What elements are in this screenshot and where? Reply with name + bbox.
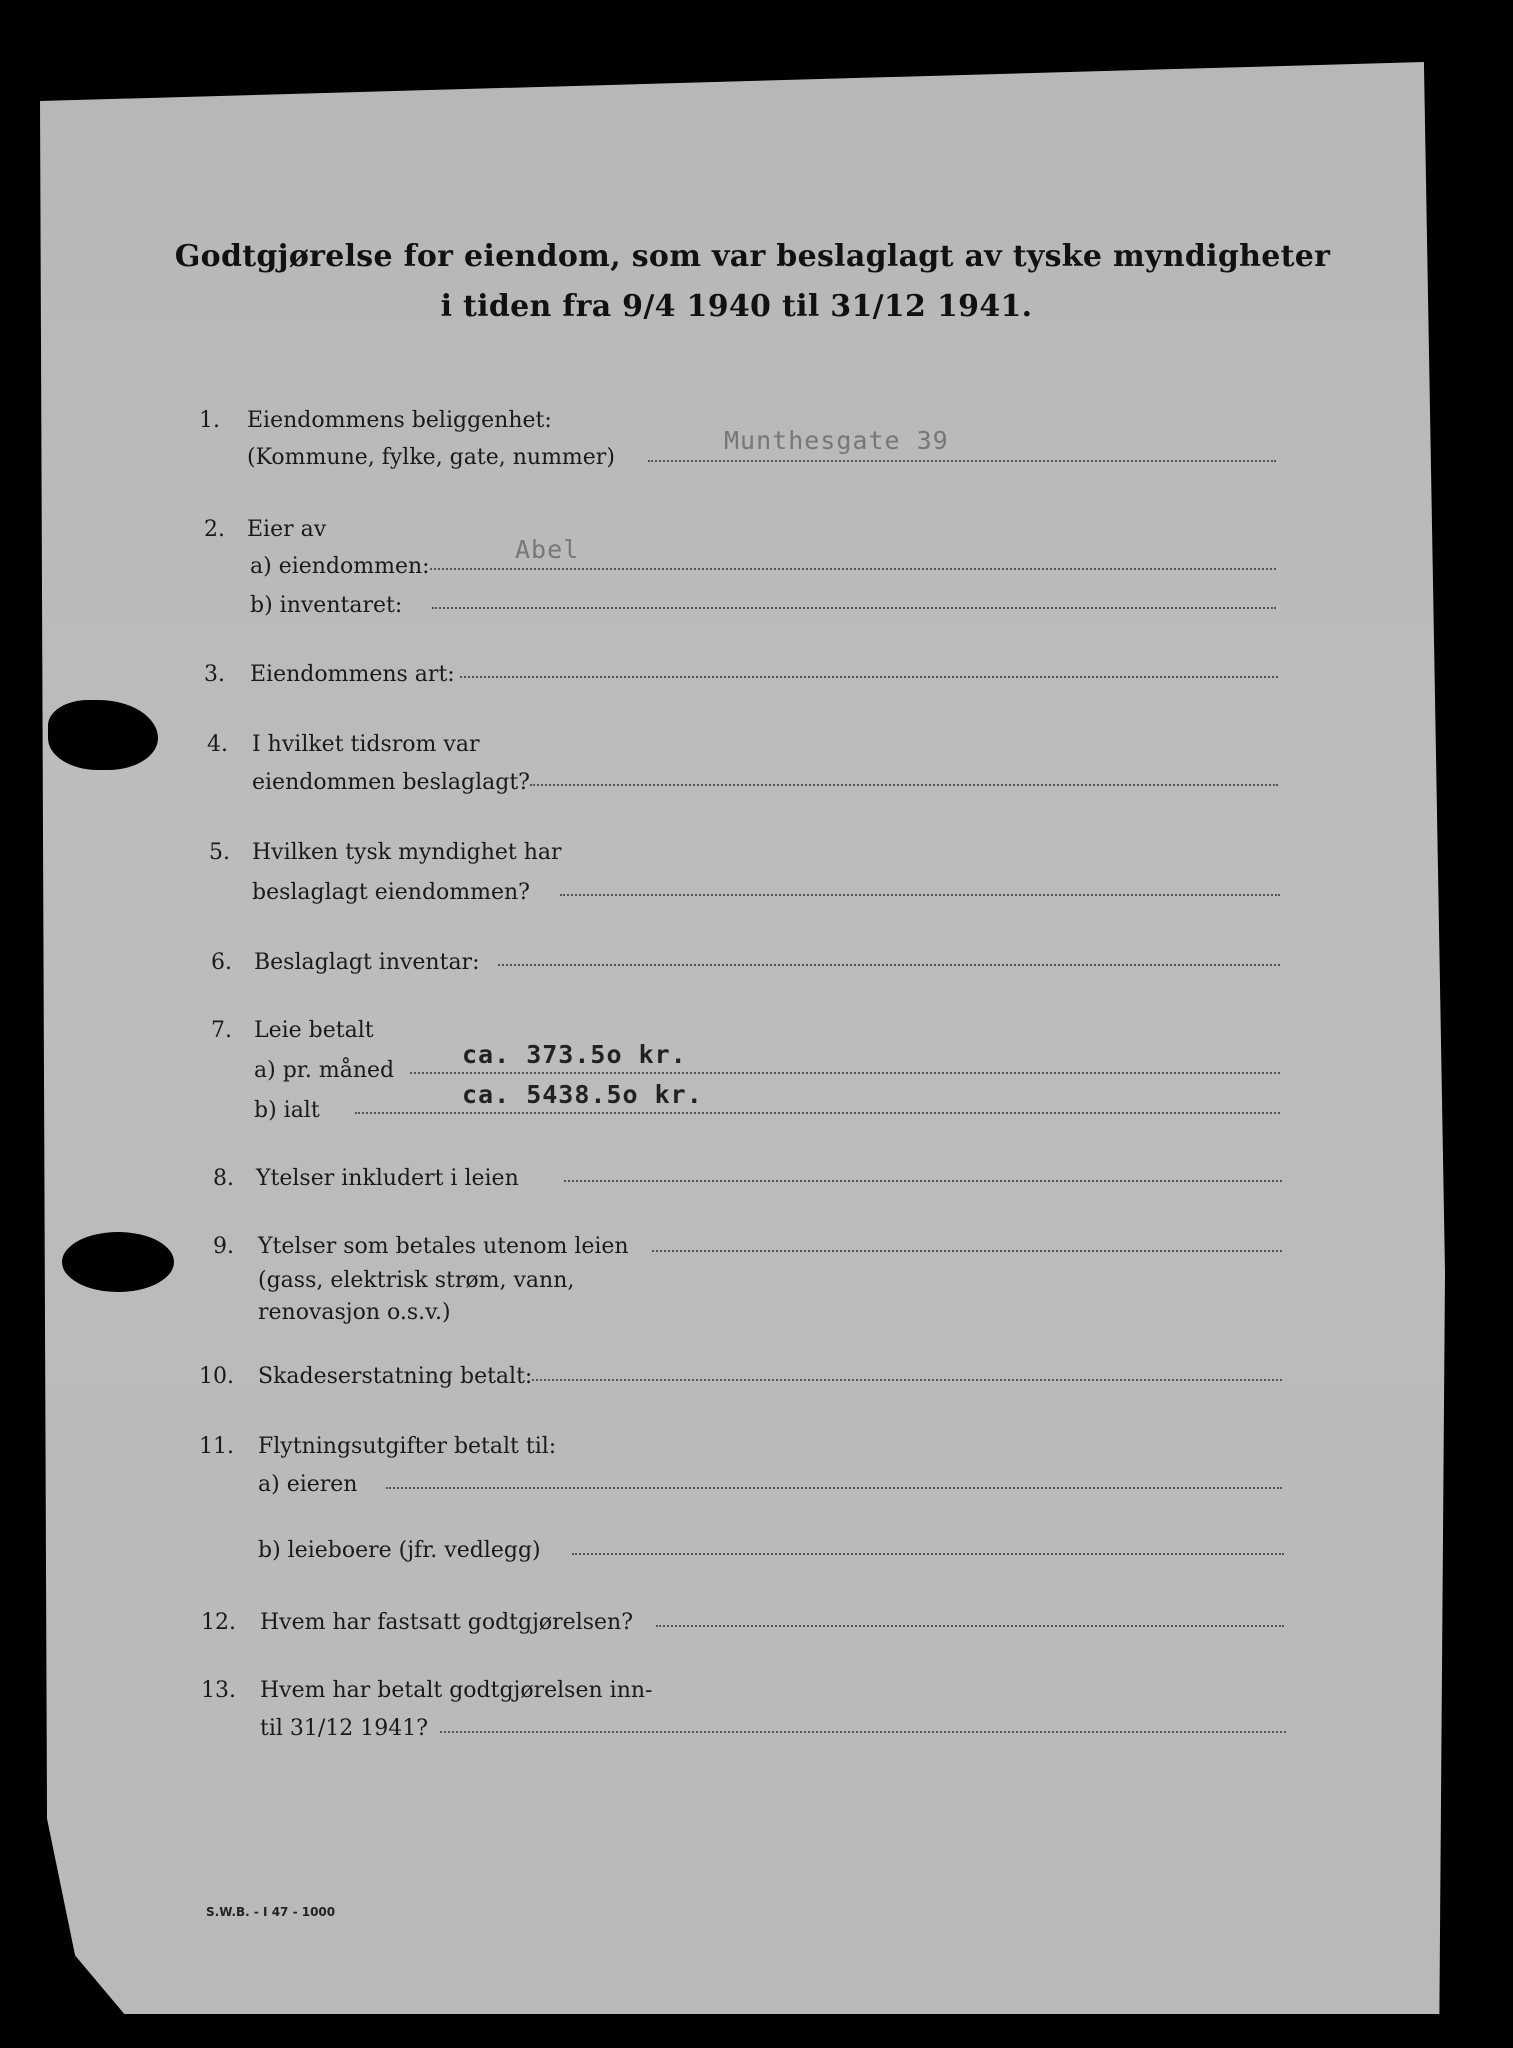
q13-label: Hvem har betalt godtgjørelsen inn- xyxy=(260,1678,653,1703)
q5-number: 5. xyxy=(209,840,230,865)
q7b-answer-line[interactable] xyxy=(355,1110,1280,1114)
q11-number: 11. xyxy=(199,1434,234,1459)
printer-mark: S.W.B. - I 47 - 1000 xyxy=(206,1905,336,1919)
q13-answer-line[interactable] xyxy=(440,1729,1286,1733)
q10-number: 10. xyxy=(199,1364,234,1389)
q1-label-2: (Kommune, fylke, gate, nummer) xyxy=(247,445,615,470)
q11-label: Flytningsutgifter betalt til: xyxy=(258,1434,557,1459)
q4-label-2: eiendommen beslaglagt? xyxy=(252,770,530,795)
q6-answer-line[interactable] xyxy=(498,962,1280,966)
q2b-label: b) inventaret: xyxy=(250,593,403,618)
q3-number: 3. xyxy=(204,662,225,687)
title-line-1: Godtgjørelse for eiendom, som var beslaglagt av tyske myndigheter xyxy=(174,239,1331,274)
q12-label: Hvem har fastsatt godtgjørelsen? xyxy=(260,1610,634,1635)
q13-number: 13. xyxy=(201,1678,236,1703)
q7-label: Leie betalt xyxy=(254,1018,374,1043)
form-paper xyxy=(40,62,1445,2014)
q2b-answer-line[interactable] xyxy=(432,605,1276,609)
q7-number: 7. xyxy=(211,1018,232,1043)
q12-answer-line[interactable] xyxy=(656,1623,1284,1627)
q1-answer: Munthesgate 39 xyxy=(724,426,949,455)
title-line-2: i tiden fra 9/4 1940 til 31/12 1941. xyxy=(440,289,1033,324)
q4-label: I hvilket tidsrom var xyxy=(252,732,480,757)
q6-label: Beslaglagt inventar: xyxy=(254,950,480,975)
q2a-answer: Abel xyxy=(515,535,580,564)
q6-number: 6. xyxy=(211,950,232,975)
q9-number: 9. xyxy=(213,1234,234,1259)
q9-answer-line[interactable] xyxy=(652,1248,1282,1252)
q4-answer-line[interactable] xyxy=(530,782,1278,786)
q10-label: Skadeserstatning betalt: xyxy=(258,1364,533,1389)
q11b-answer-line[interactable] xyxy=(572,1551,1284,1555)
q4-number: 4. xyxy=(207,732,228,757)
q1-label: Eiendommens beliggenhet: xyxy=(247,408,552,433)
q11a-label: a) eieren xyxy=(258,1472,358,1497)
q3-answer-line[interactable] xyxy=(460,674,1278,678)
q7b-label: b) ialt xyxy=(254,1098,320,1123)
q7a-answer: ca. 373.5o kr. xyxy=(462,1040,687,1069)
q7a-answer-line[interactable] xyxy=(410,1070,1280,1074)
q2-number: 2. xyxy=(204,517,225,542)
q3-label: Eiendommens art: xyxy=(250,662,455,687)
q2-label: Eier av xyxy=(247,517,327,542)
q5-label: Hvilken tysk myndighet har xyxy=(252,840,562,865)
punch-hole-lower xyxy=(62,1232,174,1292)
q1-answer-line[interactable] xyxy=(648,458,1276,462)
q11a-answer-line[interactable] xyxy=(386,1485,1282,1489)
q1-number: 1. xyxy=(199,408,220,433)
q9-label-3: renovasjon o.s.v.) xyxy=(258,1300,451,1325)
q9-label: Ytelser som betales utenom leien xyxy=(258,1234,629,1259)
q8-label: Ytelser inkludert i leien xyxy=(256,1166,519,1191)
q2a-answer-line[interactable] xyxy=(430,566,1276,570)
q13-label-2: til 31/12 1941? xyxy=(260,1716,429,1741)
form-title xyxy=(0,232,1513,332)
q8-answer-line[interactable] xyxy=(564,1178,1282,1182)
q5-answer-line[interactable] xyxy=(560,892,1280,896)
q2a-label: a) eiendommen: xyxy=(250,554,430,579)
q8-number: 8. xyxy=(213,1166,234,1191)
q10-answer-line[interactable] xyxy=(532,1377,1282,1381)
q5-label-2: beslaglagt eiendommen? xyxy=(252,880,530,905)
q11b-label: b) leieboere (jfr. vedlegg) xyxy=(258,1538,541,1563)
q7a-label: a) pr. måned xyxy=(254,1058,395,1083)
q12-number: 12. xyxy=(201,1610,236,1635)
q7b-answer: ca. 5438.5o kr. xyxy=(462,1080,703,1109)
q9-label-2: (gass, elektrisk strøm, vann, xyxy=(258,1268,575,1293)
